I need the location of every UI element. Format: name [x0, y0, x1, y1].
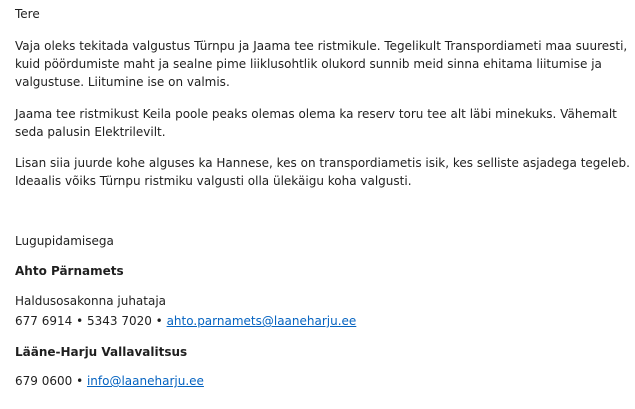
organization-email-link[interactable]: info@laaneharju.ee [86, 374, 204, 388]
signature-title: Haldusosakonna juhataja [15, 294, 167, 308]
signature-phones: 677 6914 • 5343 7020 • [15, 314, 167, 328]
paragraph-3-line-1: Lisan siia juurde kohe alguses ka Hannese, kes on transpordiametis isik, kes selliste asjadega tegeleb. [15, 156, 630, 170]
organization-contact-line [15, 373, 204, 389]
greeting: Tere [15, 7, 40, 21]
signature-closing: Lugupidamisega [15, 234, 114, 248]
paragraph-2-line-2: seda palusin Elektrilevilt. [15, 125, 166, 139]
signature-email-link[interactable]: ahto.parnamets@laaneharju.ee [166, 314, 357, 328]
paragraph-3-line-2: Ideaalis võiks Türnpu ristmiku valgusti olla ülekäigu koha valgusti. [15, 174, 412, 188]
paragraph-1-line-1: Vaja oleks tekitada valgustus Türnpu ja Jaama tee ristmikule. Tegelikult Transpordiameti maa suuresti, [15, 39, 628, 53]
signature-name: Ahto Pärnamets [15, 264, 124, 278]
signature-contact-line [15, 313, 356, 329]
signature-organization: Lääne-Harju Vallavalitsus [15, 345, 188, 359]
paragraph-2-line-1: Jaama tee ristmikust Keila poole peaks olemas olema ka reserv toru tee alt läbi minekuks. Vähemalt [15, 107, 617, 121]
organization-phone: 679 0600 • [15, 374, 87, 388]
paragraph-1-line-3: valgustuse. Liitumine ise on valmis. [15, 75, 230, 89]
paragraph-1-line-2: kuid pöördumiste maht ja sealne pime liiklusohtlik olukord sunnib meid sinna ehitama liitumise ja [15, 57, 602, 71]
